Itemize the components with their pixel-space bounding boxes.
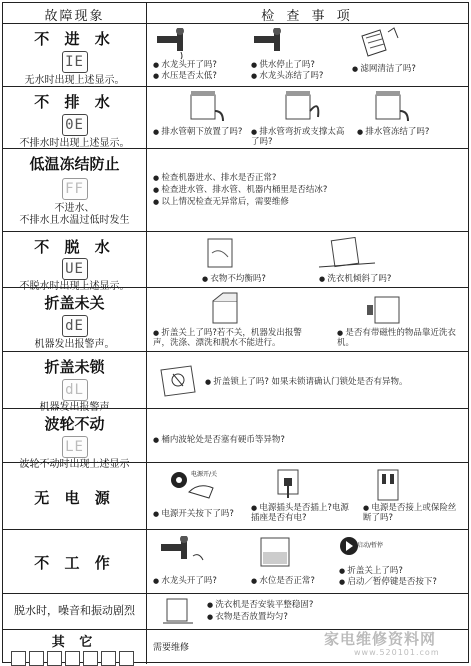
- check-item: ● 电源开关按下了吗?: [153, 509, 234, 519]
- check-item: ● 折盖关上了吗?若不关，机器发出报警声，洗涤、漂洗和脱水不能进行。: [153, 328, 303, 348]
- symptom-title: 其 它: [51, 635, 98, 650]
- symptom-title: 折盖未关: [44, 294, 105, 312]
- error-code-display: IE: [62, 51, 88, 73]
- unbalanced-load-illustration: [202, 237, 242, 269]
- lid-open-illustration: [207, 291, 247, 325]
- fuse-box-illustration: [372, 468, 408, 502]
- symptom-desc: 机器发出报警声。: [34, 339, 115, 350]
- symptom-desc: 不排水且水温过低时发生: [19, 215, 130, 226]
- check-item: ● 洗衣机倾斜了吗?: [319, 274, 391, 284]
- table-header: [3, 3, 468, 23]
- row-not-working: [3, 529, 468, 593]
- check-item: ● 是否有带磁性的物品靠近洗衣机。: [337, 328, 457, 348]
- check-item: ● 检查机器进水、排水是否正常?: [153, 173, 276, 183]
- blank-code-boxes: [3, 650, 146, 665]
- row-no-power: [3, 462, 468, 529]
- symptom-title: 折盖未锁: [44, 358, 105, 376]
- start-pause-label: 启动/暂停: [357, 542, 384, 549]
- symptom-desc: 不脱水时出现上述显示。: [19, 281, 130, 292]
- check-item: ● 水龙头开了吗?: [153, 60, 217, 70]
- faucet-illustration: [159, 536, 209, 570]
- lid-lock-illustration: [157, 362, 199, 398]
- check-item: ● 排水管朝下放置了吗?: [153, 127, 243, 137]
- row-spin-noise: [3, 593, 468, 629]
- error-code-display: LE: [62, 436, 88, 458]
- symptom-title: 不 进 水: [34, 30, 115, 48]
- error-code-display: UE: [62, 258, 88, 280]
- troubleshooting-table: [2, 2, 469, 663]
- check-item: ● 水压是否太低?: [153, 71, 217, 81]
- symptom-title: 无 电 源: [34, 489, 115, 507]
- symptom-title: 波轮不动: [44, 415, 105, 433]
- symptom-title: 不 排 水: [34, 93, 115, 111]
- row-lid-open: [3, 287, 468, 351]
- symptom-desc: 不进水、: [54, 203, 95, 214]
- row-freeze-protection: [3, 148, 468, 231]
- check-item: ● 排水管弯折或支撑太高了吗?: [251, 127, 351, 147]
- check-item: ● 供水停止了吗?: [251, 60, 315, 70]
- check-item: ● 洗衣机是否安装平整稳固?: [207, 600, 313, 610]
- row-no-water-in: [3, 23, 468, 86]
- error-code-display: 0E: [62, 114, 88, 136]
- washer-drain-illustration: [372, 91, 412, 123]
- check-item: 需要维修: [153, 643, 190, 653]
- symptom-desc: 机器发出报警声: [39, 402, 110, 413]
- troubleshooting-sheet: [2, 2, 469, 663]
- tilted-washer-illustration: [317, 237, 377, 269]
- row-lid-unlocked: [3, 351, 468, 413]
- error-code-display: FF: [62, 178, 88, 200]
- check-item: ● 折盖关上了吗?: [339, 566, 403, 576]
- magnet-near-washer-illustration: [367, 291, 407, 325]
- check-item: ● 以上情况检查无异常后，需要维修: [153, 197, 289, 207]
- washer-drain-illustration: [282, 91, 322, 123]
- watermark-text: 家电维修资料网: [324, 630, 437, 648]
- watermark-url: www.520101.com: [354, 648, 440, 657]
- error-code-display: dE: [62, 315, 88, 337]
- symptom-title: 不 工 作: [34, 554, 115, 572]
- check-item: ● 排水管冻结了吗?: [357, 127, 429, 137]
- check-item: ● 水龙头冻结了吗?: [251, 71, 323, 81]
- water-level-illustration: [255, 534, 297, 570]
- header-checks: 检 查 事 项: [261, 9, 354, 24]
- header-symptom: 故障现象: [44, 9, 105, 24]
- check-item: ● 水位是否正常?: [251, 576, 315, 586]
- symptom-title: 低温冻结防止: [29, 155, 120, 173]
- check-item: ● 启动／暂停键是否按下?: [339, 577, 437, 587]
- check-item: ● 水龙头开了吗?: [153, 576, 217, 586]
- power-switch-label: 电源开/关: [191, 471, 218, 478]
- symptom-title: 脱水时，噪音和振动剧烈: [14, 604, 135, 617]
- faucet-illustration: [252, 28, 302, 60]
- check-item: ● 折盖锁上了吗? 如果未锁请确认门锁处是否有异物。: [205, 377, 408, 387]
- washer-drain-illustration: [187, 91, 227, 123]
- faucet-illustration: [155, 28, 205, 60]
- error-code-display: dL: [62, 379, 88, 401]
- filter-illustration: [352, 26, 402, 60]
- row-no-spin: [3, 231, 468, 292]
- check-item: ● 衣物是否放置均匀?: [207, 612, 288, 622]
- start-pause-button-illustration: [339, 534, 403, 564]
- power-plug-illustration: [272, 468, 312, 500]
- symptom-desc: 无水时出现上述显示。: [24, 75, 125, 86]
- row-pulsator-stuck: [3, 408, 468, 470]
- check-item: ● 电源插头是否插上?电源插座是否有电?: [251, 503, 351, 523]
- check-item: ● 电源是否接上或保险丝断了吗?: [363, 503, 463, 523]
- check-item: ● 滤网清洁了吗?: [352, 64, 416, 74]
- check-item: ● 桶内波轮处是否塞有硬币等异物?: [153, 435, 285, 445]
- check-item: ● 检查进水管、排水管、机器内桶里是否结冰?: [153, 185, 327, 195]
- row-no-drain: [3, 86, 468, 148]
- check-item: ● 衣物不均衡吗?: [202, 274, 266, 284]
- symptom-title: 不 脱 水: [34, 238, 115, 256]
- symptom-desc: 不排水时出现上述显示。: [19, 138, 130, 149]
- washer-level-illustration: [161, 597, 195, 627]
- symptom-desc: 波轮不动时出现上述显示: [19, 459, 130, 470]
